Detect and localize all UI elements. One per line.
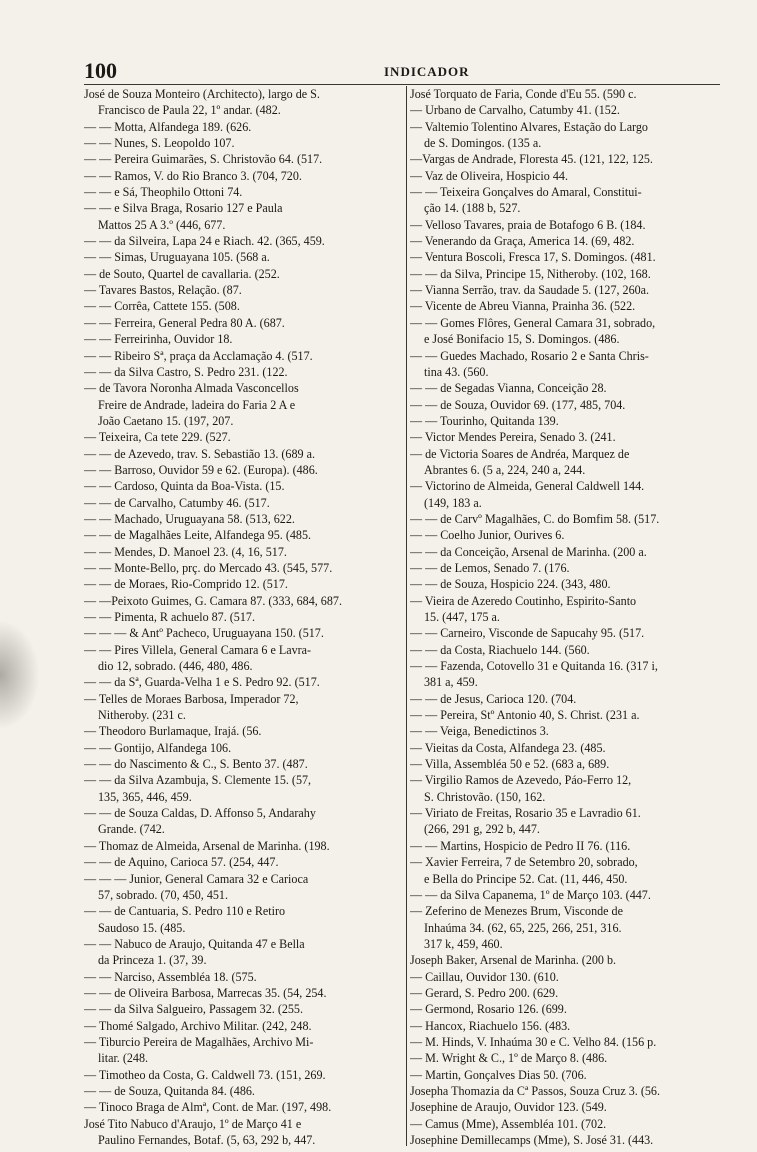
directory-line: Josepha Thomazia da Cª Passos, Souza Cruz 3. (56. bbox=[410, 1083, 660, 1098]
directory-line: — — da Silva Capanema, 1º de Março 103. (447. bbox=[410, 887, 651, 902]
directory-line: — — Simas, Uruguayana 105. (568 a. bbox=[84, 250, 270, 265]
directory-line: — — e Silva Braga, Rosario 127 e Paula bbox=[84, 201, 283, 216]
directory-line: — — Nabuco de Araujo, Quitanda 47 e Bella bbox=[84, 936, 305, 951]
directory-line: — — da Sª, Guarda-Velha 1 e S. Pedro 92. (517. bbox=[84, 675, 320, 690]
directory-line: José Tito Nabuco d'Araujo, 1º de Março 41 e bbox=[84, 1116, 302, 1131]
directory-line: — — Ferreirinha, Ouvidor 18. bbox=[84, 332, 233, 347]
directory-line: (149, 183 a. bbox=[424, 495, 482, 510]
directory-line: — de Tavora Noronha Almada Vasconcellos bbox=[84, 381, 299, 396]
directory-line: — — Guedes Machado, Rosario 2 e Santa Chris- bbox=[410, 348, 649, 363]
directory-line: 57, sobrado. (70, 450, 451. bbox=[98, 887, 228, 902]
directory-line: — — de Oliveira Barbosa, Marrecas 35. (54, 254. bbox=[84, 985, 327, 1000]
directory-line: — — de Cantuaria, S. Pedro 110 e Retiro bbox=[84, 904, 286, 919]
directory-line: Abrantes 6. (5 a, 224, 240 a, 244. bbox=[424, 462, 586, 477]
directory-line: José Torquato de Faria, Conde d'Eu 55. (590 c. bbox=[410, 87, 637, 101]
left-column bbox=[84, 86, 402, 1148]
directory-line: Freire de Andrade, ladeira do Faria 2 A e bbox=[98, 397, 296, 412]
directory-line: da Princeza 1. (37, 39. bbox=[98, 953, 207, 968]
directory-line: — — Machado, Uruguayana 58. (513, 622. bbox=[84, 511, 295, 526]
directory-line: — Vieitas da Costa, Alfandega 23. (485. bbox=[410, 740, 606, 755]
directory-line: — Telles de Moraes Barbosa, Imperador 72, bbox=[84, 691, 299, 706]
directory-line: — — Nunes, S. Leopoldo 107. bbox=[84, 136, 235, 151]
directory-line: José de Souza Monteiro (Architecto), largo de S. bbox=[84, 87, 320, 101]
directory-line: — — e Sá, Theophilo Ottoni 74. bbox=[84, 185, 243, 200]
directory-line: — Tiburcio Pereira de Magalhães, Archivo Mi- bbox=[84, 1034, 314, 1049]
directory-line: — Vaz de Oliveira, Hospicio 44. bbox=[410, 168, 568, 183]
directory-line: — — Ramos, V. do Rio Branco 3. (704, 720. bbox=[84, 168, 302, 183]
directory-line: Josephine de Araujo, Ouvidor 123. (549. bbox=[410, 1100, 607, 1115]
directory-line: — — da Silva Azambuja, S. Clemente 15. (57, bbox=[84, 773, 312, 788]
directory-line: — de Victoria Soares de Andréa, Marquez de bbox=[410, 446, 630, 461]
directory-line: — Teixeira, Ca tete 229. (527. bbox=[84, 430, 231, 445]
directory-line: — Germond, Rosario 126. (699. bbox=[410, 1002, 567, 1017]
running-title: INDICADOR bbox=[384, 64, 470, 79]
directory-line: — — Narciso, Assembléa 18. (575. bbox=[84, 969, 257, 984]
directory-line: — — Martins, Hospicio de Pedro II 76. (116. bbox=[410, 838, 631, 853]
directory-line: — Vianna Serrão, trav. da Saudade 5. (127, 260a. bbox=[410, 283, 650, 298]
directory-line: — — de Aquino, Carioca 57. (254, 447. bbox=[84, 855, 279, 870]
directory-line: dio 12, sobrado. (446, 480, 486. bbox=[98, 659, 253, 674]
directory-line: — Virgilio Ramos de Azevedo, Páo-Ferro 12, bbox=[410, 773, 632, 788]
directory-line: — — Pereira, Stº Antonio 40, S. Christ. (231 a. bbox=[410, 708, 640, 723]
directory-line: Saudoso 15. (485. bbox=[98, 920, 186, 935]
directory-line: — M. Hinds, V. Inhaúma 30 e C. Velho 84. (156 p. bbox=[410, 1034, 657, 1049]
directory-line: — Thomé Salgado, Archivo Militar. (242, 248. bbox=[84, 1018, 312, 1033]
directory-line: 381 a, 459. bbox=[424, 675, 478, 690]
directory-line: — —Peixoto Guimes, G. Camara 87. (333, 684, 687. bbox=[84, 593, 342, 608]
directory-line: —Vargas de Andrade, Floresta 45. (121, 122, 125. bbox=[410, 152, 653, 167]
directory-line: — — Monte-Bello, prç. do Mercado 43. (545, 577. bbox=[84, 560, 333, 575]
directory-line: — — de Segadas Vianna, Conceição 28. bbox=[410, 381, 607, 396]
directory-line: — M. Wright & C., 1º de Março 8. (486. bbox=[410, 1051, 608, 1066]
directory-line: — — Gontijo, Alfandega 106. bbox=[84, 740, 232, 755]
directory-line: — — Pires Villela, General Camara 6 e Lavra- bbox=[84, 642, 312, 657]
directory-line: — — Cardoso, Quinta da Boa-Vista. (15. bbox=[84, 479, 285, 494]
directory-line: — — de Souza, Quitanda 84. (486. bbox=[84, 1083, 255, 1098]
directory-line: 135, 365, 446, 459. bbox=[98, 789, 192, 804]
directory-line: tina 43. (560. bbox=[424, 364, 489, 379]
directory-line: — — de Souza Caldas, D. Affonso 5, Andarahy bbox=[84, 806, 316, 821]
directory-line: Grande. (742. bbox=[98, 822, 165, 837]
directory-line: — — da Conceição, Arsenal de Marinha. (200 a. bbox=[410, 544, 647, 559]
directory-line: — Ventura Boscoli, Fresca 17, S. Domingos. (481. bbox=[410, 250, 656, 265]
directory-line: — Xavier Ferreira, 7 de Setembro 20, sobrado, bbox=[410, 855, 638, 870]
directory-line: Nitheroby. (231 c. bbox=[98, 708, 186, 723]
directory-line: — — de Jesus, Carioca 120. (704. bbox=[410, 691, 577, 706]
directory-line: — Victorino de Almeida, General Caldwell 144. bbox=[410, 479, 645, 494]
directory-line: — Viriato de Freitas, Rosario 35 e Lavradio 61. bbox=[410, 806, 641, 821]
directory-line: — — Pimenta, R achuelo 87. (517. bbox=[84, 610, 255, 624]
directory-line: e Bella do Principe 52. Cat. (11, 446, 450. bbox=[424, 871, 628, 886]
directory-line: — — Fazenda, Cotovello 31 e Quitanda 16. (317 i, bbox=[410, 659, 658, 674]
directory-line: Joseph Baker, Arsenal de Marinha. (200 b. bbox=[410, 953, 617, 968]
directory-line: Paulino Fernandes, Botaf. (5, 63, 292 b, 447. bbox=[98, 1133, 316, 1147]
directory-line: — Victor Mendes Pereira, Senado 3. (241. bbox=[410, 430, 616, 445]
directory-line: — Villa, Assembléa 50 e 52. (683 a, 689. bbox=[410, 757, 610, 772]
directory-line: Inhaúma 34. (62, 65, 225, 266, 251, 316. bbox=[424, 920, 622, 935]
directory-line: — — — Junior, General Camara 32 e Carioca bbox=[84, 871, 309, 886]
directory-line: — Tinoco Braga de Almª, Cont. de Mar. (197, 498. bbox=[84, 1100, 332, 1115]
column-rule bbox=[406, 86, 407, 1146]
page-number: 100 bbox=[84, 58, 117, 83]
directory-line: Josephine Demillecamps (Mme), S. José 31. (443. bbox=[410, 1133, 654, 1147]
right-column bbox=[410, 86, 728, 1148]
directory-line: — Hancox, Riachuelo 156. (483. bbox=[410, 1018, 571, 1033]
directory-line: — — de Magalhães Leite, Alfandega 95. (485. bbox=[84, 528, 312, 543]
directory-line: (266, 291 g, 292 b, 447. bbox=[424, 822, 540, 837]
directory-line: — Tavares Bastos, Relação. (87. bbox=[84, 283, 242, 298]
directory-line: e José Bonifacio 15, S. Domingos. (486. bbox=[424, 332, 620, 347]
directory-line: ção 14. (188 b, 527. bbox=[424, 201, 521, 216]
directory-line: — Venerando da Graça, America 14. (69, 482. bbox=[410, 234, 635, 249]
directory-line: — — Coelho Junior, Ourives 6. bbox=[410, 528, 565, 543]
directory-line: — — de Azevedo, trav. S. Sebastião 13. (689 a. bbox=[84, 446, 315, 461]
directory-line: — — — & Antº Pacheco, Uruguayana 150. (517. bbox=[84, 626, 324, 641]
directory-line: — — Veiga, Benedictinos 3. bbox=[410, 724, 549, 739]
directory-line: — Martin, Gonçalves Dias 50. (706. bbox=[410, 1067, 587, 1082]
directory-line: — Thomaz de Almeida, Arsenal de Marinha. (198. bbox=[84, 838, 330, 853]
directory-line: — Velloso Tavares, praia de Botafogo 6 B. (184. bbox=[410, 217, 646, 232]
directory-line: — — Mendes, D. Manoel 23. (4, 16, 517. bbox=[84, 544, 287, 559]
directory-line: — — da Silva Castro, S. Pedro 231. (122. bbox=[84, 364, 288, 379]
directory-line: — Timotheo da Costa, G. Caldwell 73. (151, 269. bbox=[84, 1067, 326, 1082]
binding-shadow bbox=[0, 620, 40, 730]
directory-line: — Caillau, Ouvidor 130. (610. bbox=[410, 969, 559, 984]
directory-line: — — Barroso, Ouvidor 59 e 62. (Europa). (486. bbox=[84, 462, 318, 477]
directory-line: Mattos 25 A 3.º (446, 677. bbox=[98, 217, 226, 232]
directory-line: — — Ribeiro Sª, praça da Acclamação 4. (517. bbox=[84, 348, 313, 363]
directory-line: — — do Nascimento & C., S. Bento 37. (487. bbox=[84, 757, 308, 772]
directory-line: — — Corrêa, Cattete 155. (508. bbox=[84, 299, 240, 314]
directory-line: — Zeferino de Menezes Brum, Visconde de bbox=[410, 904, 623, 919]
directory-line: — — da Silva Salgueiro, Passagem 32. (255. bbox=[84, 1002, 304, 1017]
directory-line: — — de Souza, Hospicio 224. (343, 480. bbox=[410, 577, 611, 592]
directory-line: — — de Moraes, Rio-Comprido 12. (517. bbox=[84, 577, 288, 592]
directory-line: — — da Silveira, Lapa 24 e Riach. 42. (365, 459. bbox=[84, 234, 325, 249]
directory-line: — — Carneiro, Visconde de Sapucahy 95. (517. bbox=[410, 626, 645, 641]
directory-line: João Caetano 15. (197, 207. bbox=[98, 413, 234, 428]
directory-line: — — de Lemos, Senado 7. (176. bbox=[410, 560, 570, 575]
directory-line: — Valtemio Tolentino Alvares, Estação do Largo bbox=[410, 119, 648, 134]
directory-line: — Gerard, S. Pedro 200. (629. bbox=[410, 985, 559, 1000]
directory-line: — de Souto, Quartel de cavallaria. (252. bbox=[84, 266, 280, 281]
directory-line: — — de Carvalho, Catumby 46. (517. bbox=[84, 495, 270, 510]
directory-line: 15. (447, 175 a. bbox=[424, 610, 500, 624]
directory-line: — — Teixeira Gonçalves do Amaral, Constitui- bbox=[410, 185, 642, 200]
directory-line: — — da Costa, Riachuelo 144. (560. bbox=[410, 642, 590, 657]
directory-line: — — Tourinho, Quitanda 139. bbox=[410, 413, 559, 428]
directory-line: — — Motta, Alfandega 189. (626. bbox=[84, 119, 252, 134]
directory-line: Francisco de Paula 22, 1º andar. (482. bbox=[98, 103, 281, 118]
directory-line: — Theodoro Burlamaque, Irajá. (56. bbox=[84, 724, 262, 739]
directory-line: — Camus (Mme), Assembléa 101. (702. bbox=[410, 1116, 607, 1131]
directory-line: — Urbano de Carvalho, Catumby 41. (152. bbox=[410, 103, 620, 118]
directory-line: — — Pereira Guimarães, S. Christovão 64. (517. bbox=[84, 152, 323, 167]
directory-line: — — de Carvº Magalhães, C. do Bomfim 58. (517. bbox=[410, 511, 660, 526]
directory-line: de S. Domingos. (135 a. bbox=[424, 136, 542, 151]
directory-line: — — da Silva, Principe 15, Nitheroby. (102, 168. bbox=[410, 266, 651, 281]
directory-line: — Vieira de Azeredo Coutinho, Espirito-Santo bbox=[410, 593, 637, 608]
directory-line: — — Ferreira, General Pedra 80 A. (687. bbox=[84, 315, 285, 330]
directory-line: litar. (248. bbox=[98, 1051, 149, 1066]
directory-line: 317 k, 459, 460. bbox=[424, 936, 503, 951]
directory-line: — — Gomes Flôres, General Camara 31, sobrado, bbox=[410, 315, 656, 330]
directory-line: — Vicente de Abreu Vianna, Prainha 36. (522. bbox=[410, 299, 636, 314]
directory-line: — — de Souza, Ouvidor 69. (177, 485, 704. bbox=[410, 397, 626, 412]
directory-line: S. Christovão. (150, 162. bbox=[424, 789, 546, 804]
page-header bbox=[84, 58, 720, 85]
